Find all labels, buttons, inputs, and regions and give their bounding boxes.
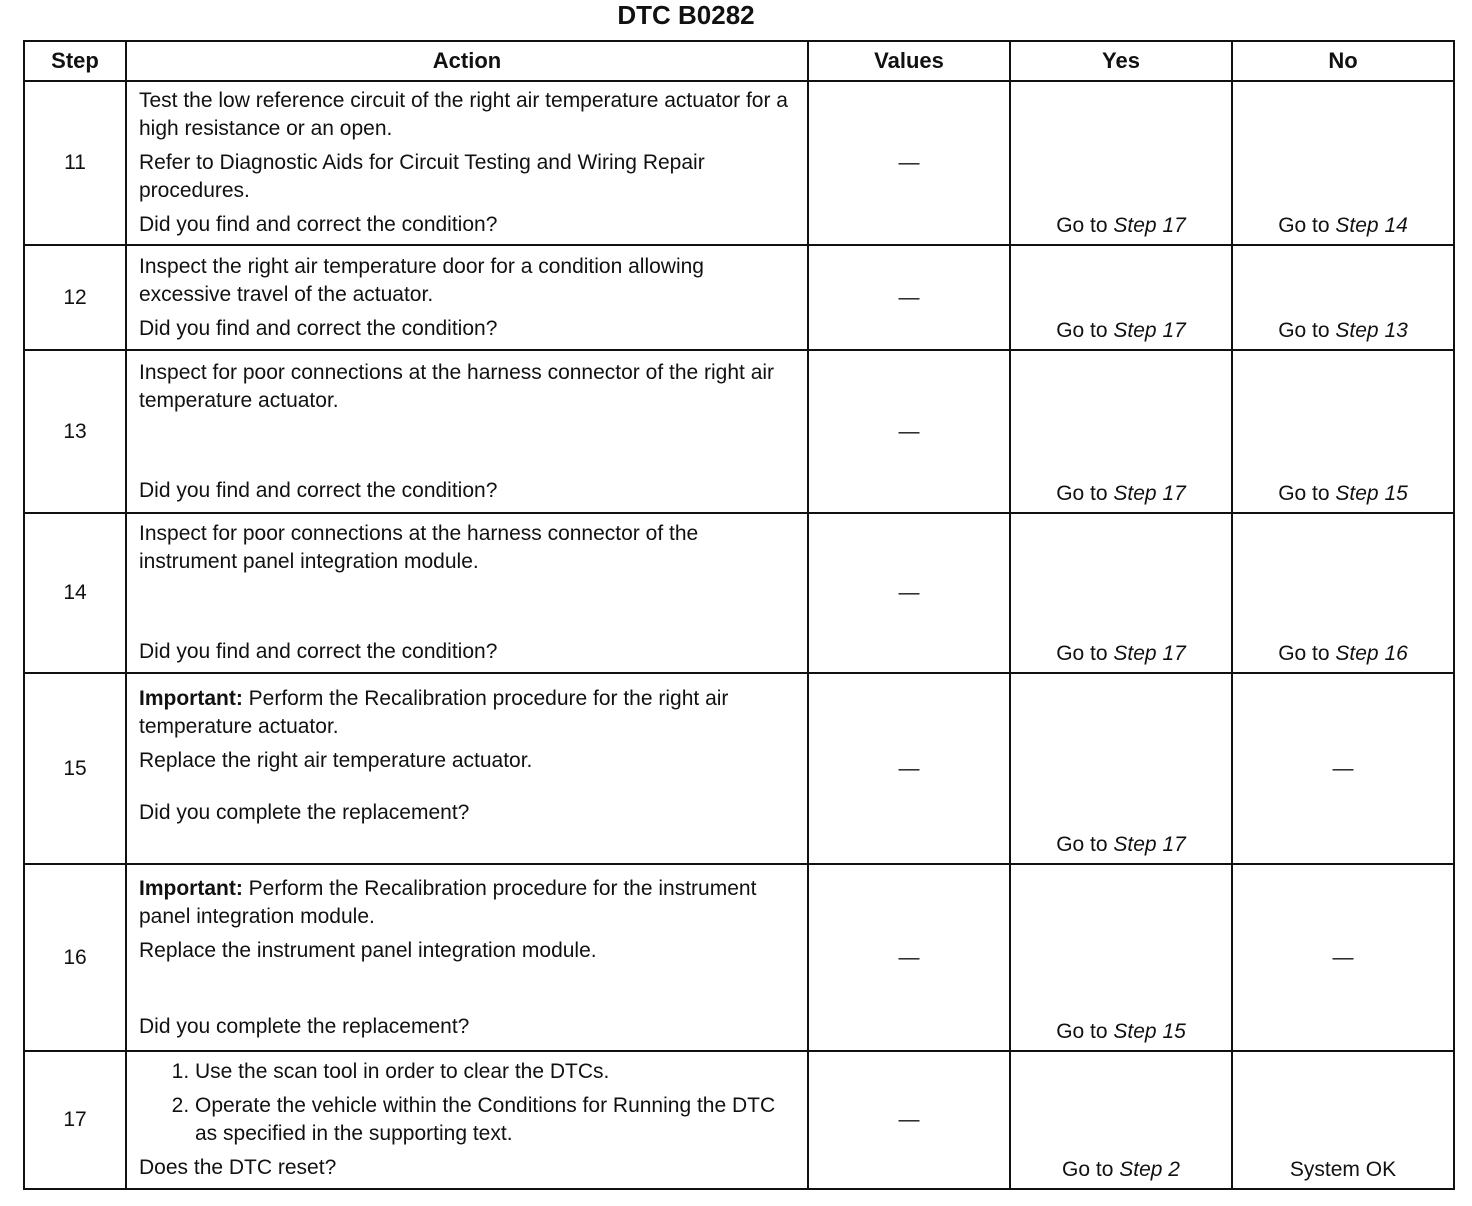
go-to-label: Go to	[1056, 1020, 1108, 1043]
no-step-link[interactable]: Step 15	[1335, 482, 1408, 505]
no-cell	[1232, 673, 1454, 864]
values-cell	[808, 864, 1010, 1051]
step-number: 14	[24, 513, 126, 673]
go-to-label: Go to	[1056, 482, 1108, 505]
action-text: Replace the instrument panel integration module.	[139, 938, 597, 962]
action-text: Test the low reference circuit of the right air temperature actuator for a high resistance or an open.	[139, 89, 788, 140]
action-text: Replace the right air temperature actuator.	[139, 748, 533, 772]
go-to-label: Go to	[1062, 1158, 1114, 1181]
yes-cell	[1010, 1051, 1232, 1189]
action-text: Perform the Recalibration procedure for the right air temperature actuator.	[139, 686, 729, 738]
dash-value: —	[898, 1108, 920, 1131]
action-list	[139, 1058, 795, 1148]
table-row	[24, 513, 1454, 673]
values-cell	[808, 81, 1010, 245]
action-question: Did you find and correct the condition?	[139, 478, 498, 502]
action-question: Did you complete the replacement?	[139, 1014, 470, 1038]
action-cell	[126, 81, 808, 245]
action-cell	[126, 513, 808, 673]
system-ok-text: System OK	[1289, 1158, 1397, 1181]
diagnostic-table	[23, 40, 1455, 1190]
important-label: Important:	[139, 686, 243, 710]
no-cell	[1232, 245, 1454, 350]
header-no: No	[1232, 41, 1454, 81]
step-number: 17	[24, 1051, 126, 1189]
go-to-label: Go to	[1278, 642, 1330, 665]
header-yes: Yes	[1010, 41, 1232, 81]
yes-cell	[1010, 513, 1232, 673]
important-label: Important:	[139, 876, 243, 900]
yes-step-link[interactable]: Step 15	[1113, 1020, 1186, 1043]
dash-value: —	[1332, 945, 1354, 969]
yes-cell	[1010, 864, 1232, 1051]
values-cell	[808, 513, 1010, 673]
action-question: Does the DTC reset?	[139, 1156, 337, 1179]
yes-cell	[1010, 350, 1232, 513]
go-to-label: Go to	[1056, 319, 1108, 342]
table-row	[24, 81, 1454, 245]
page-title: DTC B0282	[617, 0, 755, 30]
dash-value: —	[1332, 756, 1354, 780]
action-cell	[126, 1051, 808, 1189]
table-row	[24, 1051, 1454, 1189]
no-cell	[1232, 513, 1454, 673]
no-cell	[1232, 350, 1454, 513]
go-to-label: Go to	[1056, 214, 1108, 237]
header-action: Action	[126, 41, 808, 81]
yes-step-link[interactable]: Step 17	[1113, 833, 1186, 856]
dash-value: —	[898, 756, 920, 780]
action-question: Did you complete the replacement?	[139, 800, 470, 824]
action-question: Did you find and correct the condition?	[139, 316, 498, 340]
table-row	[24, 673, 1454, 864]
action-cell	[126, 350, 808, 513]
dash-value: —	[898, 151, 920, 174]
action-cell	[126, 673, 808, 864]
yes-cell	[1010, 673, 1232, 864]
table-row	[24, 350, 1454, 513]
step-number: 13	[24, 350, 126, 513]
no-step-link[interactable]: Step 14	[1335, 214, 1408, 237]
action-question: Did you find and correct the condition?	[139, 213, 498, 236]
yes-step-link[interactable]: Step 17	[1113, 482, 1186, 505]
table-row	[24, 864, 1454, 1051]
step-number: 16	[24, 864, 126, 1051]
go-to-label: Go to	[1278, 214, 1330, 237]
dash-value: —	[898, 945, 920, 969]
yes-step-link[interactable]: Step 17	[1113, 214, 1186, 237]
list-item: 1. Use the scan tool in order to clear the DTCs.	[195, 1058, 795, 1086]
go-to-label: Go to	[1056, 642, 1108, 665]
go-to-label: Go to	[1278, 319, 1330, 342]
no-cell	[1232, 1051, 1454, 1189]
dash-value: —	[898, 285, 920, 309]
step-number: 11	[24, 81, 126, 245]
yes-cell	[1010, 245, 1232, 350]
table-row	[24, 245, 1454, 350]
action-cell	[126, 245, 808, 350]
step-number: 15	[24, 673, 126, 864]
action-text: Inspect for poor connections at the harness connector of the instrument panel integration module.	[139, 522, 699, 573]
action-text: Perform the Recalibration procedure for the instrument panel integration module.	[139, 876, 757, 928]
no-cell	[1232, 864, 1454, 1051]
go-to-label: Go to	[1056, 833, 1108, 856]
action-text: Inspect the right air temperature door for a condition allowing excessive travel of the actuator.	[139, 254, 704, 306]
step-number: 12	[24, 245, 126, 350]
action-text: Inspect for poor connections at the harness connector of the right air temperature actuator.	[139, 360, 775, 412]
values-cell	[808, 245, 1010, 350]
values-cell	[808, 673, 1010, 864]
action-question: Did you find and correct the condition?	[139, 640, 498, 663]
header-values: Values	[808, 41, 1010, 81]
table-header-row	[24, 41, 1454, 81]
yes-step-link[interactable]: Step 2	[1119, 1158, 1180, 1181]
action-text: Refer to Diagnostic Aids for Circuit Testing and Wiring Repair procedures.	[139, 151, 705, 202]
yes-step-link[interactable]: Step 17	[1113, 319, 1186, 342]
dash-value: —	[898, 419, 920, 443]
go-to-label: Go to	[1278, 482, 1330, 505]
no-step-link[interactable]: Step 16	[1335, 642, 1408, 665]
yes-step-link[interactable]: Step 17	[1113, 642, 1186, 665]
no-cell	[1232, 81, 1454, 245]
values-cell	[808, 1051, 1010, 1189]
values-cell	[808, 350, 1010, 513]
yes-cell	[1010, 81, 1232, 245]
dash-value: —	[898, 581, 920, 604]
no-step-link[interactable]: Step 13	[1335, 319, 1408, 342]
header-step: Step	[24, 41, 126, 81]
list-item: 2. Operate the vehicle within the Conditions for Running the DTC as specified in the supporting text.	[195, 1092, 795, 1148]
action-cell	[126, 864, 808, 1051]
